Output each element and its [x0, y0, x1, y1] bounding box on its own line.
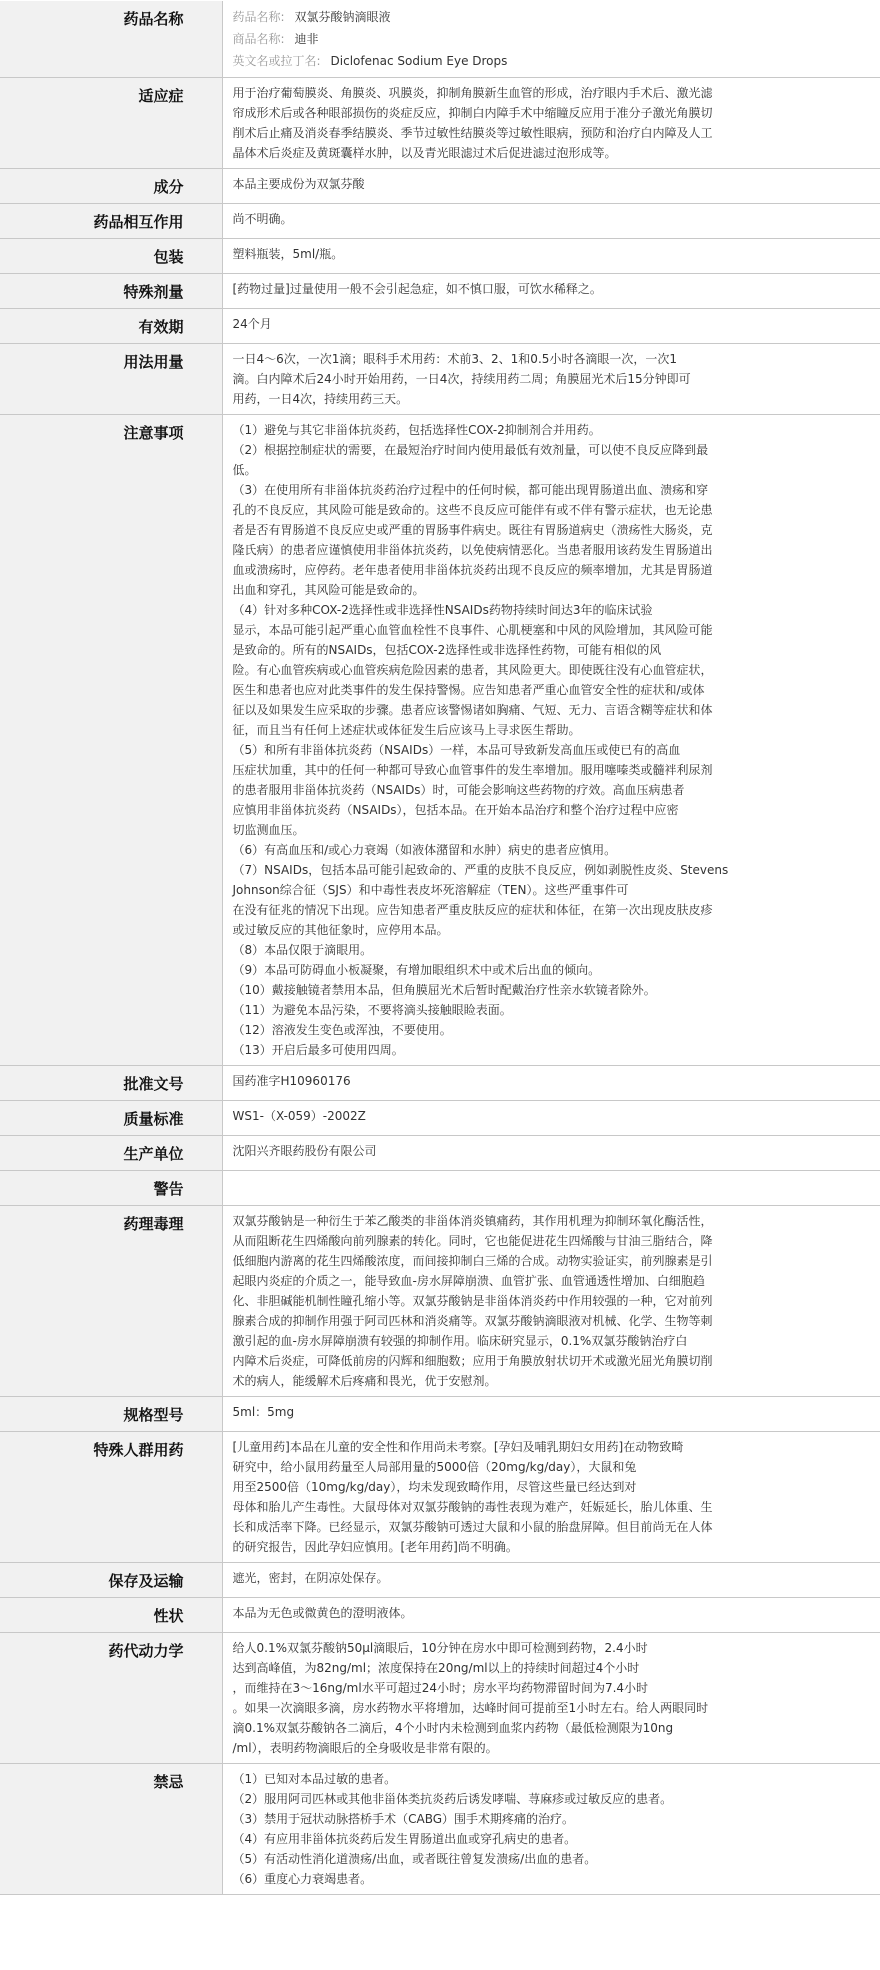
text-line: 国药准字H10960176	[232, 1074, 351, 1088]
row-label: 规格型号	[0, 1397, 222, 1432]
text-line: 24个月	[232, 317, 272, 331]
info-row-precautions	[0, 415, 880, 1066]
text-line: 的研究报告，因此孕妇应慎用。[老年用药]尚不明确。	[232, 1540, 518, 1554]
row-label: 警告	[0, 1171, 222, 1206]
info-row-ingredients	[0, 169, 880, 204]
text-line: （7）NSAIDs，包括本品可能引起致命的、严重的皮肤不良反应，例如剥脱性皮炎、Stevens	[232, 863, 729, 877]
name-value: Diclofenac Sodium Eye Drops	[330, 54, 508, 68]
text-line: 隆氏病）的患者应谨慎使用非甾体抗炎药，以免使病情恶化。当患者服用该药发生胃肠道出	[232, 543, 713, 557]
text-line: 激引起的血-房水屏障崩溃有较强的抑制作用。临床研究显示，0.1%双氯芬酸钠治疗白	[232, 1334, 688, 1348]
text-line: （12）溶液发生变色或浑浊，不要使用。	[232, 1023, 452, 1037]
text-line: 起眼内炎症的介质之一，能导致血-房水屏障崩溃、血管扩张、血管通透性增加、白细胞趋	[232, 1274, 705, 1288]
info-row-pharmacokinetics	[0, 1633, 880, 1764]
row-label: 性状	[0, 1598, 222, 1633]
row-value	[222, 1633, 880, 1764]
text-line: （13）开启后最多可使用四周。	[232, 1043, 404, 1057]
row-value	[222, 1, 880, 78]
row-value	[222, 1066, 880, 1101]
text-line: 用至2500倍（10mg/kg/day），均未发现致畸作用，尽管这些量已经达到对	[232, 1480, 637, 1494]
text-line: 本品主要成份为双氯芬酸	[232, 177, 365, 191]
text-line: 应慎用非甾体抗炎药（NSAIDs），包括本品。在开始本品治疗和整个治疗过程中应密	[232, 803, 679, 817]
info-row-pharmacology-toxicology	[0, 1206, 880, 1397]
row-label: 质量标准	[0, 1101, 222, 1136]
row-label: 药代动力学	[0, 1633, 222, 1764]
row-value	[222, 274, 880, 309]
text-line: 化、非胆碱能机制性瞳孔缩小等。双氯芬酸钠是非甾体消炎药中作用较强的一种，它对前列	[232, 1294, 713, 1308]
info-row-special-populations	[0, 1432, 880, 1563]
row-label: 注意事项	[0, 415, 222, 1066]
info-row-contraindications	[0, 1764, 880, 1895]
row-value	[222, 78, 880, 169]
text-line: 术的病人，能缓解术后疼痛和畏光，优于安慰剂。	[232, 1374, 497, 1388]
info-row-specification	[0, 1397, 880, 1432]
text-line: 征，而且当有任何上述症状或体征发生后应该马上寻求医生帮助。	[232, 723, 581, 737]
row-value	[222, 1136, 880, 1171]
text-line: 血或溃疡时，应停药。老年患者使用非甾体抗炎药出现不良反应的频率增加，尤其是胃肠道	[232, 563, 713, 577]
text-line: 晶体术后炎症及黄斑囊样水肿，以及青光眼滤过术后促进滤过泡形成等。	[232, 146, 617, 160]
text-line: 或过敏反应的其他征象时，应停用本品。	[232, 923, 449, 937]
name-entry	[233, 50, 871, 72]
text-line: /ml），表明药物滴眼后的全身吸收是非常有限的。	[232, 1741, 498, 1755]
info-row-usage-dosage	[0, 344, 880, 415]
text-line: 压症状加重，其中的任何一种都可导致心血管事件的发生率增加。服用噻嗪类或髓袢利尿剂	[232, 763, 713, 777]
text-line: （2）根据控制症状的需要，在最短治疗时间内使用最低有效剂量，可以使不良反应降到最	[232, 443, 709, 457]
row-label: 药品名称	[0, 1, 222, 78]
name-entry	[233, 28, 871, 50]
text-line: 达到高峰值，为82ng/ml；浓度保持在20ng/ml以上的持续时间超过4个小时	[232, 1661, 640, 1675]
text-line: [药物过量]过量使用一般不会引起急症，如不慎口服，可饮水稀释之。	[232, 282, 602, 296]
row-label: 成分	[0, 169, 222, 204]
text-line: 帘成形术后或各种眼部损伤的炎症反应，抑制白内障手术中缩瞳反应用于准分子激光角膜切	[232, 106, 713, 120]
text-line: 在没有征兆的情况下出现。应告知患者严重皮肤反应的症状和体征，在第一次出现皮肤皮疹	[232, 903, 713, 917]
name-entry	[233, 6, 871, 28]
row-label: 保存及运输	[0, 1563, 222, 1598]
text-line: 用于治疗葡萄膜炎、角膜炎、巩膜炎，抑制角膜新生血管的形成，治疗眼内手术后、激光滤	[232, 86, 713, 100]
row-label: 特殊剂量	[0, 274, 222, 309]
name-value: 迪非	[294, 32, 319, 46]
text-line: 给人0.1%双氯芬酸钠50μl滴眼后，10分钟在房水中即可检测到药物，2.4小时	[232, 1641, 648, 1655]
text-line: 一日4～6次，一次1滴；眼科手术用药：术前3、2、1和0.5小时各滴眼一次，一次1	[232, 352, 678, 366]
name-key: 英文名或拉丁名:	[232, 54, 321, 68]
row-label: 批准文号	[0, 1066, 222, 1101]
text-line: 研究中，给小鼠用药量至人局部用量的5000倍（20mg/kg/day），大鼠和兔	[232, 1460, 637, 1474]
info-row-indications	[0, 78, 880, 169]
text-line: （9）本品可防碍血小板凝聚，有增加眼组织术中或术后出血的倾向。	[232, 963, 601, 977]
info-row-appearance	[0, 1598, 880, 1633]
text-line: （11）为避免本品污染，不要将滴头接触眼睑表面。	[232, 1003, 512, 1017]
row-value	[222, 1432, 880, 1563]
text-line: 削术后止痛及消炎春季结膜炎、季节过敏性结膜炎等过敏性眼病，预防和治疗白内障及人工	[232, 126, 713, 140]
info-row-quality-standard	[0, 1101, 880, 1136]
text-line: 显示，本品可能引起严重心血管血栓性不良事件、心肌梗塞和中风的风险增加，其风险可能	[232, 623, 713, 637]
text-line: 5ml：5mg	[232, 1405, 295, 1419]
text-line: 塑料瓶装，5ml/瓶。	[232, 247, 344, 261]
text-line: 滴。白内障术后24小时开始用药，一日4次，持续用药二周；角膜屈光术后15分钟即可	[232, 372, 691, 386]
text-line: Johnson综合征（SJS）和中毒性表皮坏死溶解症（TEN）。这些严重事件可	[232, 883, 629, 897]
text-line: 长和成活率下降。已经显示，双氯芬酸钠可透过大鼠和小鼠的胎盘屏障。但目前尚无在人体	[232, 1520, 713, 1534]
info-row-storage-transport	[0, 1563, 880, 1598]
info-row-validity	[0, 309, 880, 344]
text-line: （1）避免与其它非甾体抗炎药，包括选择性COX-2抑制剂合并用药。	[232, 423, 601, 437]
info-row-manufacturer	[0, 1136, 880, 1171]
row-value	[222, 1397, 880, 1432]
row-label: 药理毒理	[0, 1206, 222, 1397]
text-line: （5）有活动性消化道溃疡/出血，或者既往曾复发溃疡/出血的患者。	[232, 1852, 597, 1866]
text-line: 腺素合成的抑制作用强于阿司匹林和消炎痛等。双氯芬酸钠滴眼液对机械、化学、生物等刺	[232, 1314, 713, 1328]
text-line: 出血和穿孔，其风险可能是致命的。	[232, 583, 425, 597]
row-value	[222, 1764, 880, 1895]
text-line: 切监测血压。	[232, 823, 305, 837]
row-label: 适应症	[0, 78, 222, 169]
text-line: 双氯芬酸钠是一种衍生于苯乙酸类的非甾体消炎镇痛药，其作用机理为抑制环氧化酶活性，	[232, 1214, 713, 1228]
text-line: （1）已知对本品过敏的患者。	[232, 1772, 397, 1786]
text-line: 低细胞内游离的花生四烯酸浓度，而间接抑制白三烯的合成。动物实验证实，前列腺素是引	[232, 1254, 713, 1268]
text-line: 者是否有胃肠道不良反应史或严重的胃肠事件病史。既往有胃肠道病史（溃疡性大肠炎，克	[232, 523, 713, 537]
row-label: 用法用量	[0, 344, 222, 415]
text-line: ，而维持在3～16ng/ml水平可超过24小时；房水平均药物滞留时间为7.4小时	[232, 1681, 649, 1695]
text-line: 孔的不良反应，其风险可能是致命的。这些不良反应可能伴有或不伴有警示症状，也无论患	[232, 503, 713, 517]
text-line: （6）重度心力衰竭患者。	[232, 1872, 373, 1886]
row-value	[222, 1598, 880, 1633]
row-label: 药品相互作用	[0, 204, 222, 239]
text-line: 遮光，密封，在阴凉处保存。	[232, 1571, 389, 1585]
text-line	[233, 1176, 871, 1196]
text-line: （5）和所有非甾体抗炎药（NSAIDs）一样，本品可导致新发高血压或使已有的高血	[232, 743, 681, 757]
row-value	[222, 1101, 880, 1136]
row-value	[222, 1171, 880, 1206]
text-line: 险。有心血管疾病或心血管疾病危险因素的患者，其风险更大。即使既往没有心血管症状，	[232, 663, 713, 677]
text-line: 。如果一次滴眼多滴，房水药物水平将增加，达峰时间可提前至1小时左右。给人两眼同时	[232, 1701, 709, 1715]
text-line: 低。	[232, 463, 257, 477]
text-line: 尚不明确。	[232, 212, 293, 226]
info-row-special-dosage	[0, 274, 880, 309]
drug-info-table	[0, 1, 880, 1895]
text-line: （3）禁用于冠状动脉搭桥手术（CABG）围手术期疼痛的治疗。	[232, 1812, 575, 1826]
text-line: 从而阻断花生四烯酸向前列腺素的转化。同时，它也能促进花生四烯酸与甘油三脂结合，降	[232, 1234, 713, 1248]
row-value	[222, 169, 880, 204]
text-line: 内障术后炎症，可降低前房的闪辉和细胞数；应用于角膜放射状切开术或激光屈光角膜切削	[232, 1354, 713, 1368]
info-row-drug-name	[0, 1, 880, 78]
text-line: （10）戴接触镜者禁用本品，但角膜屈光术后暂时配戴治疗性亲水软镜者除外。	[232, 983, 656, 997]
text-line: （4）针对多种COX-2选择性或非选择性NSAIDs药物持续时间达3年的临床试验	[232, 603, 653, 617]
row-value	[222, 309, 880, 344]
name-key: 药品名称:	[232, 10, 285, 24]
name-value: 双氯芬酸钠滴眼液	[294, 10, 391, 24]
text-line: 的患者服用非甾体抗炎药（NSAIDs）时，可能会影响这些药物的疗效。高血压病患者	[232, 783, 685, 797]
text-line: （4）有应用非甾体抗炎药后发生胃肠道出血或穿孔病史的患者。	[232, 1832, 577, 1846]
row-label: 特殊人群用药	[0, 1432, 222, 1563]
row-value	[222, 204, 880, 239]
text-line: WS1-（X-059）-2002Z	[232, 1109, 366, 1123]
text-line: 医生和患者也应对此类事件的发生保持警惕。应告知患者严重心血管安全性的症状和/或体	[232, 683, 705, 697]
row-label: 生产单位	[0, 1136, 222, 1171]
text-line: 用药，一日4次，持续用药三天。	[232, 392, 409, 406]
text-line: [儿童用药]本品在儿童的安全性和作用尚未考察。[孕妇及哺乳期妇女用药]在动物致畸	[232, 1440, 684, 1454]
text-line: （6）有高血压和/或心力衰竭（如液体潴留和水肿）病史的患者应慎用。	[232, 843, 617, 857]
text-line: 征以及如果发生应采取的步骤。患者应该警惕诸如胸痛、气短、无力、言语含糊等症状和体	[232, 703, 713, 717]
row-label: 禁忌	[0, 1764, 222, 1895]
row-value	[222, 344, 880, 415]
row-value	[222, 1206, 880, 1397]
name-key: 商品名称:	[232, 32, 285, 46]
row-value	[222, 239, 880, 274]
text-line: 滴0.1%双氯芬酸钠各二滴后，4个小时内未检测到血浆内药物（最低检测限为10ng	[232, 1721, 674, 1735]
text-line: （3）在使用所有非甾体抗炎药治疗过程中的任何时候，都可能出现胃肠道出血、溃疡和穿	[232, 483, 709, 497]
row-label: 有效期	[0, 309, 222, 344]
info-row-approval-number	[0, 1066, 880, 1101]
row-label: 包装	[0, 239, 222, 274]
row-value	[222, 1563, 880, 1598]
info-row-packaging	[0, 239, 880, 274]
text-line: （2）服用阿司匹林或其他非甾体类抗炎药后诱发哮喘、荨麻疹或过敏反应的患者。	[232, 1792, 673, 1806]
text-line: 沈阳兴齐眼药股份有限公司	[232, 1144, 377, 1158]
info-row-warnings	[0, 1171, 880, 1206]
text-line: （8）本品仅限于滴眼用。	[232, 943, 373, 957]
info-row-drug-interactions	[0, 204, 880, 239]
text-line: 本品为无色或微黄色的澄明液体。	[232, 1606, 413, 1620]
row-value	[222, 415, 880, 1066]
text-line: 是致命的。所有的NSAIDs，包括COX-2选择性或非选择性药物，可能有相似的风	[232, 643, 662, 657]
text-line: 母体和胎儿产生毒性。大鼠母体对双氯芬酸钠的毒性表现为难产，妊娠延长，胎儿体重、生	[232, 1500, 713, 1514]
